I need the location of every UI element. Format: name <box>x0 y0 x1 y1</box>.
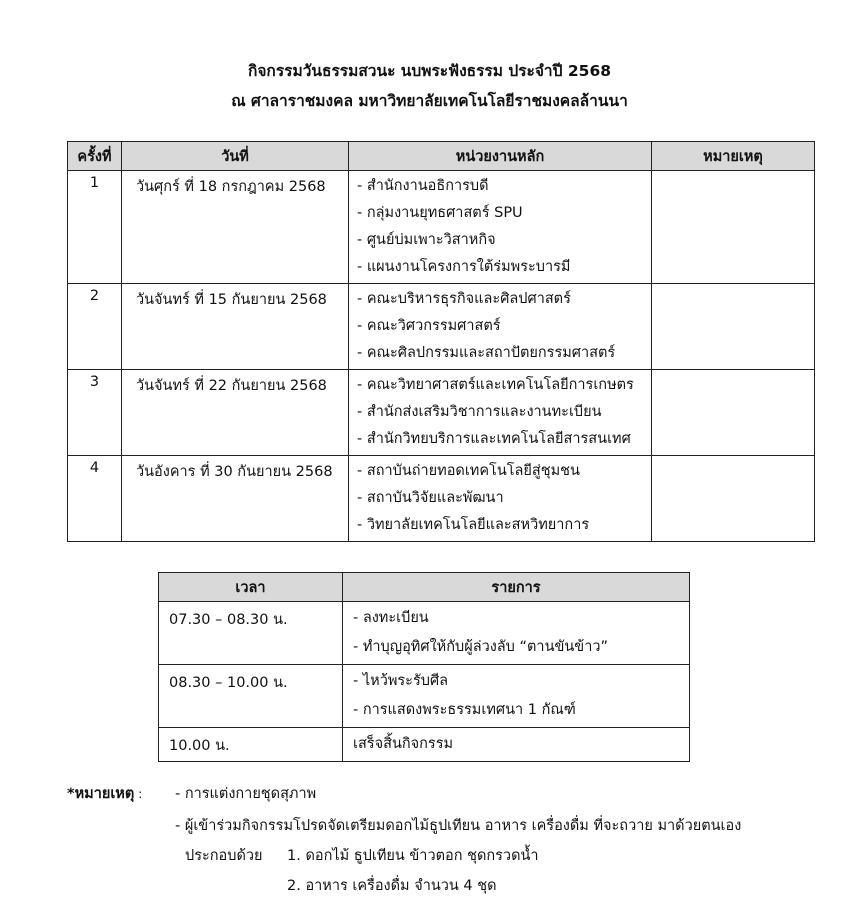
table-row <box>159 728 690 762</box>
program-item: - ลงทะเบียน <box>353 610 429 626</box>
table-row <box>68 370 815 456</box>
unit-item: - สถาบันถ่ายทอดเทคโนโลยีสู่ชุมชน <box>357 463 580 479</box>
remark-cell <box>652 284 815 370</box>
main-units-cell <box>349 171 652 284</box>
round-number: 3 <box>68 370 122 456</box>
header-round: ครั้งที่ <box>68 142 122 171</box>
program-cell <box>343 665 690 728</box>
note-prep-line <box>185 844 539 867</box>
time-slot: 10.00 น. <box>159 728 343 762</box>
program-cell <box>343 728 690 762</box>
note-offerings: - ผู้เข้าร่วมกิจกรรมโปรดจัดเตรียมดอกไม้ธูปเทียน อาหาร เครื่องดื่ม ที่จะถวาย มาด้วยตนเอง <box>175 818 742 834</box>
note-dress-code: - การแต่งกายชุดสุภาพ <box>175 786 317 802</box>
unit-item: - คณะบริหารธุรกิจและศิลปศาสตร์ <box>357 291 571 307</box>
header-time: เวลา <box>159 573 343 602</box>
round-number: 1 <box>68 171 122 284</box>
unit-item: - ศูนย์บ่มเพาะวิสาหกิจ <box>357 232 496 248</box>
prep-item: 2. อาหาร เครื่องดื่ม จำนวน 4 ชุด <box>287 878 497 894</box>
table-row <box>159 602 690 665</box>
main-units-cell <box>349 370 652 456</box>
remark-cell <box>652 171 815 284</box>
unit-item: - แผนงานโครงการใต้ร่มพระบารมี <box>357 259 571 275</box>
event-date: วันศุกร์ ที่ 18 กรกฎาคม 2568 <box>122 171 349 284</box>
unit-item: - สำนักวิทยบริการและเทคโนโลยีสารสนเทศ <box>357 431 631 447</box>
agenda-header-row <box>159 573 690 602</box>
header-program: รายการ <box>343 573 690 602</box>
event-date: วันอังคาร ที่ 30 กันยายน 2568 <box>122 456 349 542</box>
remark-cell <box>652 370 815 456</box>
event-date: วันจันทร์ ที่ 22 กันยายน 2568 <box>122 370 349 456</box>
notes-label <box>67 782 142 805</box>
schedule-header-row <box>68 142 815 171</box>
prep-item: 1. ดอกไม้ ธูปเทียน ข้าวตอก ชุดกรวดน้ำ <box>287 848 539 864</box>
table-row <box>68 171 815 284</box>
main-units-cell <box>349 284 652 370</box>
table-row <box>68 284 815 370</box>
time-slot: 08.30 – 10.00 น. <box>159 665 343 728</box>
unit-item: - คณะศิลปกรรมและสถาปัตยกรรมศาสตร์ <box>357 345 616 361</box>
header-main-units: หน่วยงานหลัก <box>349 142 652 171</box>
notes-label-colon: : <box>138 787 143 801</box>
unit-item: - สำนักส่งเสริมวิชาการและงานทะเบียน <box>357 404 602 420</box>
unit-item: - คณะวิทยาศาสตร์และเทคโนโลยีการเกษตร <box>357 377 634 393</box>
prep-label: ประกอบด้วย <box>185 848 263 864</box>
round-number: 4 <box>68 456 122 542</box>
unit-item: - กลุ่มงานยุทธศาสตร์ SPU <box>357 205 523 221</box>
table-row <box>68 456 815 542</box>
unit-item: - วิทยาลัยเทคโนโลยีและสหวิทยาการ <box>357 517 590 533</box>
table-row <box>159 665 690 728</box>
event-date: วันจันทร์ ที่ 15 กันยายน 2568 <box>122 284 349 370</box>
remark-cell <box>652 456 815 542</box>
program-item: - การแสดงพระธรรมเทศนา 1 กัณฑ์ <box>353 702 576 718</box>
unit-item: - คณะวิศวกรรมศาสตร์ <box>357 318 501 334</box>
program-cell <box>343 602 690 665</box>
header-remark: หมายเหตุ <box>652 142 815 171</box>
program-item: เสร็จสิ้นกิจกรรม <box>353 736 454 752</box>
unit-item: - สำนักงานอธิการบดี <box>357 178 489 194</box>
unit-item: - สถาบันวิจัยและพัฒนา <box>357 490 504 506</box>
program-item: - ทำบุญอุทิศให้กับผู้ล่วงลับ “ตานขันข้าว” <box>353 639 609 655</box>
time-slot: 07.30 – 08.30 น. <box>159 602 343 665</box>
header-date: วันที่ <box>122 142 349 171</box>
document-title: กิจกรรมวันธรรมสวนะ นบพระฟังธรรม ประจำปี 2568 <box>247 62 612 80</box>
schedule-table <box>67 141 815 542</box>
program-item: - ไหว้พระรับศีล <box>353 673 449 689</box>
round-number: 2 <box>68 284 122 370</box>
notes-label-text: *หมายเหตุ <box>67 786 135 802</box>
agenda-table <box>158 572 690 762</box>
document-subtitle: ณ ศาลาราชมงคล มหาวิทยาลัยเทคโนโลยีราชมงคลล้านนา <box>231 92 628 110</box>
main-units-cell <box>349 456 652 542</box>
